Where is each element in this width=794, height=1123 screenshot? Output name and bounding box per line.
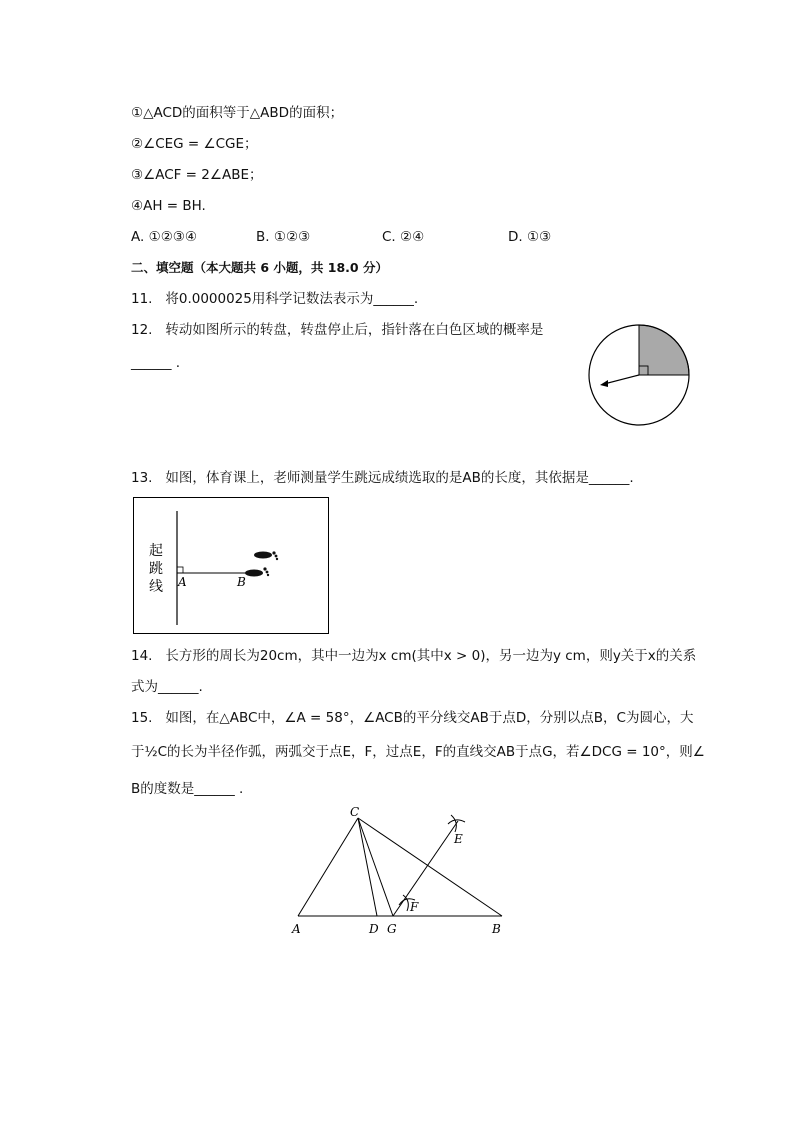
statement-1: ①△ACD的面积等于△ABD的面积； xyxy=(131,105,344,121)
point-c-label: C xyxy=(350,805,360,819)
question-14-line-2: 式为______. xyxy=(131,679,203,695)
take-off-label-1: 起 xyxy=(149,543,163,559)
question-text: 长方形的周长为20cm，其中一边为x cm(其中x > 0)，另一边为y cm，则y关于x的关系 xyxy=(165,648,697,664)
option-letter: A. xyxy=(131,229,145,245)
take-off-label-3: 线 xyxy=(149,579,163,595)
option-b[interactable] xyxy=(256,227,310,247)
point-b-label: B xyxy=(492,922,501,936)
long-jump-figure xyxy=(133,497,330,635)
question-text: 将0.0000025用科学记数法表示为______. xyxy=(165,291,419,307)
point-a-label: A xyxy=(292,922,301,936)
question-14 xyxy=(131,646,696,666)
question-text: 转动如图所示的转盘，转盘停止后，指针落在白色区域的概率是 xyxy=(165,322,544,338)
question-15-line-3: B的度数是______ . xyxy=(131,781,244,797)
shaded-sector xyxy=(639,325,689,375)
option-d[interactable] xyxy=(508,227,551,247)
option-c[interactable] xyxy=(382,227,424,247)
side-ac xyxy=(298,818,358,916)
point-d-label: D xyxy=(369,922,379,936)
question-12 xyxy=(131,320,543,340)
question-text: 如图，在△ABC中，∠A = 58°，∠ACB的平分线交AB于点D，分别以点B，C为圆心，大 xyxy=(165,710,694,726)
option-letter: D. xyxy=(508,229,523,245)
question-number: 14. xyxy=(131,648,153,664)
arrow-head xyxy=(600,380,608,387)
segment-cg xyxy=(358,818,393,916)
option-text: ①③ xyxy=(526,229,552,245)
option-letter: B. xyxy=(256,229,270,245)
statement-2: ②∠CEG = ∠CGE； xyxy=(131,136,258,152)
statement-4: ④AH = BH. xyxy=(131,198,206,214)
question-number: 12. xyxy=(131,322,153,338)
question-15-line-2: 于½C的长为半径作弧，两弧交于点E，F，过点E，F的直线交AB于点G，若∠DCG = 10°，则∠ xyxy=(131,744,705,760)
option-text: ②④ xyxy=(400,229,425,245)
right-angle-mark xyxy=(177,567,183,573)
take-off-label-2: 跳 xyxy=(149,561,163,577)
point-f-label: F xyxy=(410,900,419,914)
question-13 xyxy=(131,468,634,488)
option-text: ①②③④ xyxy=(148,229,198,245)
triangle-figure xyxy=(285,803,510,943)
spinner-figure xyxy=(586,322,692,428)
question-number: 15. xyxy=(131,710,153,726)
point-e-label: E xyxy=(454,832,463,846)
question-12-answer-blank: ______ . xyxy=(131,355,181,371)
option-a[interactable] xyxy=(131,227,197,247)
bisector-cd xyxy=(358,818,377,916)
arc-f-2 xyxy=(403,895,408,911)
option-text: ①②③ xyxy=(273,229,311,245)
statement-3: ③∠ACF = 2∠ABE； xyxy=(131,167,263,183)
point-g-label: G xyxy=(387,922,397,936)
question-number: 13. xyxy=(131,470,153,486)
section-title: 二、填空题（本大题共 6 小题，共 18.0 分） xyxy=(131,260,388,275)
pointer-arrow xyxy=(604,375,639,384)
point-b-label: B xyxy=(237,575,246,589)
question-text: 如图，体育课上，老师测量学生跳远成绩选取的是AB的长度，其依据是______. xyxy=(165,470,634,486)
question-11 xyxy=(131,289,418,309)
perpendicular-bisector xyxy=(393,821,458,916)
question-number: 11. xyxy=(131,291,153,307)
point-a-label: A xyxy=(178,575,187,589)
footprints-icon xyxy=(245,551,278,576)
side-cb xyxy=(358,818,502,916)
option-letter: C. xyxy=(382,229,396,245)
question-15 xyxy=(131,708,693,728)
